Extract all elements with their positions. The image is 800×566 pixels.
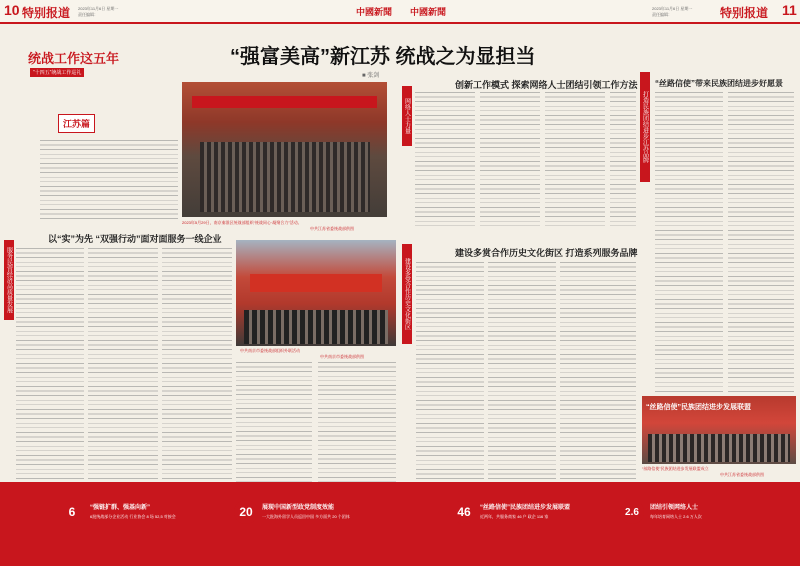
heading-2: 以“实”为先 “双强行动”面对面服务一线企业 bbox=[48, 234, 222, 244]
vertical-label-1: 网络人士力量 bbox=[402, 86, 412, 146]
text-col-d bbox=[610, 92, 636, 228]
heading-5: “强链扩群、强基向新” bbox=[90, 505, 151, 511]
section-label-left: 特别报道 bbox=[22, 6, 71, 20]
editor-left: 责任编辑： bbox=[78, 12, 98, 17]
byline: ■ 张剑 bbox=[362, 73, 380, 79]
text-col-a bbox=[415, 92, 475, 228]
logo-left: 中國新聞 bbox=[356, 8, 393, 18]
photo1-credit: 中共江苏省委统战部供图 bbox=[310, 226, 354, 231]
stat-circle-3: 46 bbox=[452, 500, 476, 524]
photo4-caption: “丝路信使”民族团结进步发展联盟成立 bbox=[642, 466, 709, 471]
event-photo bbox=[236, 240, 396, 346]
heading-8: 团结引领网络人士 bbox=[650, 505, 699, 511]
heading-3: 建设多赏合作历史文化街区 打造系列服务品牌 bbox=[455, 248, 638, 258]
photo2-caption: 中共南京市委统战部组织外联活动 bbox=[240, 348, 300, 353]
photo1-caption: 2023年5月29日，南京秦淮区统战部组织“统战同心·凝聚合力”活动。 bbox=[182, 220, 302, 225]
text-left-a bbox=[16, 248, 84, 496]
heading-4: “丝路信使”带来民族团结进步好愿景 bbox=[655, 79, 783, 88]
badge-subtitle: “十四五”统战工作巡礼 bbox=[30, 68, 84, 77]
stat-text-3: 近两年，共服务商家 46 户 政企 116 家 bbox=[480, 514, 549, 519]
intro-text bbox=[40, 140, 178, 220]
banner-title: “丝路信使”民族团结进步发展联盟 bbox=[646, 404, 751, 411]
series-badge bbox=[18, 42, 136, 129]
text-right-a bbox=[655, 92, 723, 392]
main-title: “强富美高”新江苏 统战之为显担当 bbox=[230, 46, 536, 68]
text-left-c bbox=[162, 248, 232, 496]
text-left-d bbox=[236, 362, 312, 494]
text-left-b bbox=[88, 248, 158, 496]
logo-right: 中國新聞 bbox=[410, 8, 447, 18]
text-mid-c bbox=[560, 262, 636, 498]
text-mid-b bbox=[488, 262, 556, 498]
footer-band bbox=[0, 482, 800, 566]
photo4-credit: 中共江苏省委统战部供图 bbox=[720, 472, 764, 477]
stat-text-1: 6批统战部分企业活动 行业协会 8 场 52,5 对接会 bbox=[90, 514, 176, 519]
conference-photo bbox=[182, 82, 387, 217]
province-tag: 江苏篇 bbox=[58, 114, 95, 133]
text-col-c bbox=[545, 92, 605, 228]
alliance-banner-photo bbox=[642, 396, 796, 464]
section-label-right: 特别报道 bbox=[720, 6, 769, 20]
date-right: 2023年11月6日 星期一 bbox=[652, 6, 693, 11]
editor-right: 责任编辑： bbox=[652, 12, 672, 17]
stat-text-2: 一大批海外留学人员返回中国 多方面共 20 个团体 bbox=[262, 514, 350, 519]
heading-7: “丝路信使”民族团结进步发展联盟 bbox=[480, 505, 571, 511]
vertical-label-4: 打造民族团结进步江苏品牌 bbox=[640, 72, 650, 182]
vertical-label-3: 建设多党合作历史文化街区 bbox=[402, 244, 412, 344]
photo2-credit: 中共南京市委统战部供图 bbox=[320, 354, 364, 359]
text-right-b bbox=[728, 92, 794, 392]
text-left-e bbox=[318, 362, 396, 494]
heading-6: 展现中国新型政党制度效能 bbox=[262, 505, 335, 511]
badge-title: 统战工作这五年 bbox=[28, 51, 120, 66]
vertical-label-2: 服务民营经济高质量发展 bbox=[4, 240, 14, 320]
page-number-right: 11 bbox=[782, 2, 797, 18]
page-number-left: 10 bbox=[4, 2, 20, 18]
stat-text-4: 每年培育网络人士 2.6 万人次 bbox=[650, 514, 702, 519]
text-col-b bbox=[480, 92, 540, 228]
date-left: 2023年11月6日 星期一 bbox=[78, 6, 119, 11]
stat-circle-4: 2.6 bbox=[620, 500, 644, 524]
stat-circle-1: 6 bbox=[60, 500, 84, 524]
stat-circle-2: 20 bbox=[234, 500, 258, 524]
heading-1: 创新工作模式 探索网络人士团结引领工作方法 bbox=[455, 80, 638, 90]
text-mid-a bbox=[416, 262, 484, 498]
